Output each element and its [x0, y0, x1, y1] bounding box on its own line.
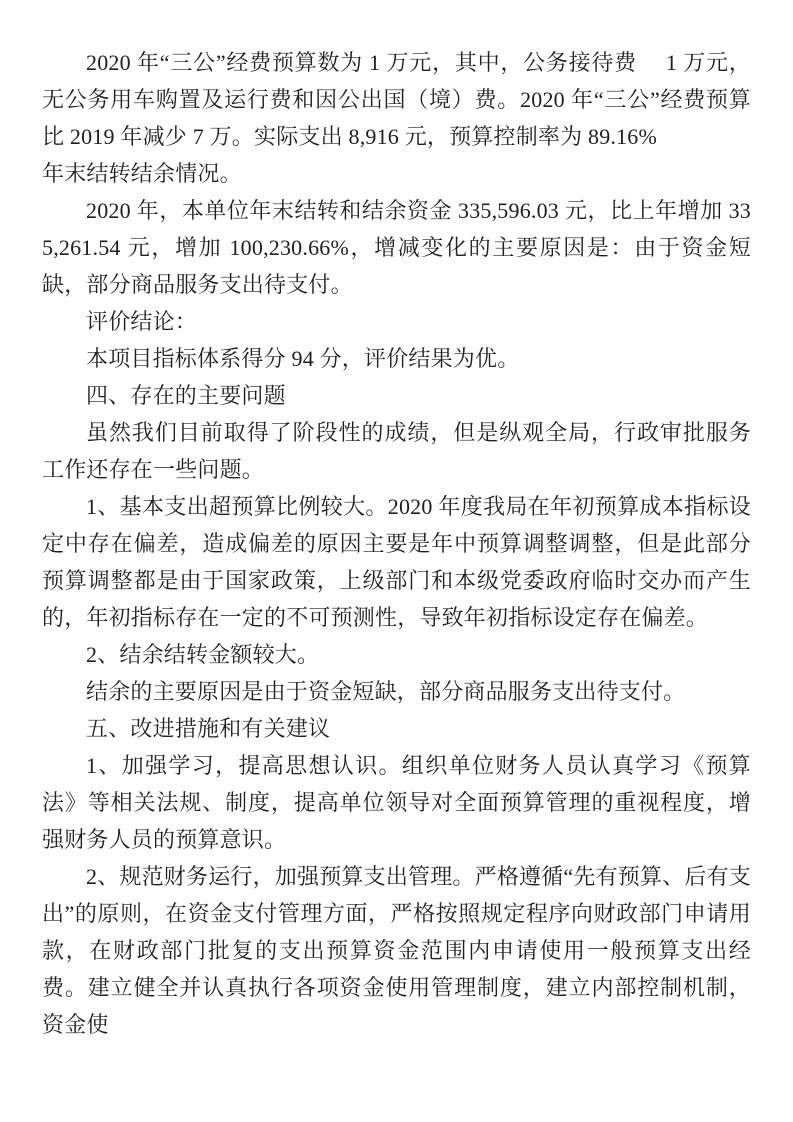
para-problem-2-reason: 结余的主要原因是由于资金短缺，部分商品服务支出待支付。	[86, 679, 686, 704]
heading-year-end-carryover: 年末结转结余情况。	[42, 161, 242, 186]
para-year-end-carryover-detail: 2020 年，本单位年末结转和结余资金 335,596.03 元，比上年增加 335,261.54 元，增加 100,230.66%，增减变化的主要原因是：由于资金短缺，部分商品服务支出待支付。	[42, 198, 751, 297]
document-body	[42, 44, 751, 1043]
para-problem-2-large-balance: 2、结余结转金额较大。	[86, 642, 320, 667]
para-sangong-expense-budget: 2020 年“三公”经费预算数为 1 万元，其中，公务接待费 1 万元，无公务用车购置及运行费和因公出国（境）费。2020 年“三公”经费预算比 2019 年减少 7 万。实际支出 8,916 元，预算控制率为 89.16%	[42, 50, 751, 149]
heading-section-4-main-problems: 四、存在的主要问题	[86, 383, 286, 408]
para-problems-overview: 虽然我们目前取得了阶段性的成绩，但是纵观全局，行政审批服务工作还存在一些问题。	[42, 420, 751, 482]
para-evaluation-score: 本项目指标体系得分 94 分，评价结果为优。	[86, 346, 520, 371]
heading-section-5-improvement-suggestions: 五、改进措施和有关建议	[86, 716, 331, 741]
para-problem-1-over-budget: 1、基本支出超预算比例较大。2020 年度我局在年初预算成本指标设定中存在偏差，造成偏差的原因主要是年中预算调整调整，但是此部分预算调整都是由于国家政策，上级部门和本级党委政府临时交办而产生的，年初指标存在一定的不可预测性，导致年初指标设定存在偏差。	[42, 494, 751, 630]
para-improvement-2-standardize-finance: 2、规范财务运行，加强预算支出管理。严格遵循“先有预算、后有支出”的原则，在资金支付管理方面，严格按照规定程序向财政部门申请用款，在财政部门批复的支出预算资金范围内申请使用一般预算支出经费。建立健全并认真执行各项资金使用管理制度，建立内部控制机制，资金使	[42, 864, 751, 1037]
label-evaluation-conclusion: 评价结论：	[86, 309, 198, 334]
para-improvement-1-strengthen-learning: 1、加强学习，提高思想认识。组织单位财务人员认真学习《预算法》等相关法规、制度，提高单位领导对全面预算管理的重视程度，增强财务人员的预算意识。	[42, 753, 751, 852]
